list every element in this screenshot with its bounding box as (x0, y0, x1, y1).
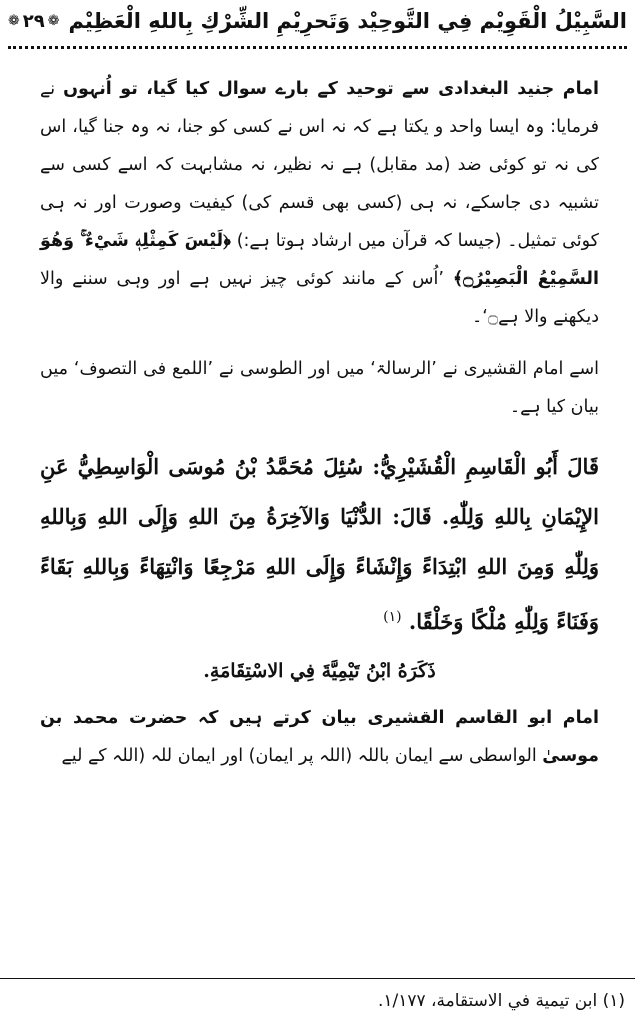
paragraph-text: الواسطی سے ایمان باللہ (اللہ پر ایمان) اور ایمان للہ (اللہ کے لیے (61, 746, 537, 766)
running-title: السَّبِيْلُ الْقَوِيْم فِي التَّوحِيْد وَتَحرِيْمِ الشِّرْكِ بِاللهِ الْعَظِيْم (68, 9, 627, 33)
quran-verse: ﴿لَيْسَ كَمِثْلِهٖ شَيْءٌ ۚ وَهُوَ السَّمِيْعُ الْبَصِيْرُ۝﴾ (40, 231, 599, 289)
verse-translation: ’اُس کے مانند کوئی چیز نہیں ہے اور وہی سننے والا دیکھنے والا ہے۝‘۔ (40, 269, 599, 327)
page-number-value: ٢٩ (22, 10, 45, 32)
footnote-rule (0, 978, 635, 979)
page-body (40, 70, 599, 775)
arabic-quotation (40, 442, 599, 647)
paragraph-text: نے فرمایا: وہ ایسا واحد و یکتا ہے کہ نہ اس نے کسی کو جنا، نہ وہ جنا گیا، اس کی نہ تو کوئی ضد (مد مقابل) ہے نہ نظیر، نہ مشابہت کہ اسے کسی سے تشبیہ دی جاسکے، نہ ہی (کسی بھی قسم کی) کیفیت وصورت اور نہ ہی کوئی تمثیل۔ (جیسا کہ قرآن میں ارشاد ہوتا ہے:) (40, 79, 599, 251)
paragraph-lead: امام جنید البغدادی سے توحید کے بارے سوال کیا گیا، تو اُنہوں (63, 79, 599, 99)
paragraph-lead: امام ابو القاسم القشیری بیان کرتے ہیں کہ حضرت محمد بن موسیٰ (40, 708, 599, 766)
footnote-marker: (١) (383, 609, 402, 625)
header-dotted-rule (8, 46, 627, 49)
page-header (8, 4, 627, 38)
page-number (8, 11, 59, 32)
paragraph-sources: اسے امام القشیری نے ’الرسالۃ‘ میں اور الطوسی نے ’اللمع فی التصوف‘ میں بیان کیا ہے۔ (40, 359, 599, 417)
ornament-left-icon: ❁ (8, 13, 20, 29)
arabic-text: قَالَ أَبُو الْقَاسِمِ الْقُشَيْرِيُّ: سُئِلَ مُحَمَّدُ بْنُ مُوسَى الْوَاسِطِيُّ عَنِ الإِيْمَانِ بِاللهِ وَلِلّٰهِ. قَالَ: الدُّنْيَا وَالآخِرَةُ مِنَ اللهِ وَإِلَى اللهِ وَبِاللهِ وَلِلّٰهِ وَمِنَ اللهِ ابْتِدَاءً وَإِنْشَاءً وَإِلَى اللهِ مَرْجِعًا وَانْتِهَاءً وَبِاللهِ بَقَاءً وَفَنَاءً وَلِلّٰهِ مُلْكًا وَخَلْقًا. (40, 454, 599, 634)
ornament-right-icon: ❁ (47, 13, 60, 29)
footnote: (١) ابن تيمية في الاستقامة، ١/١٧٧. (377, 991, 625, 1011)
attribution-line: ذَكَرَهُ ابْنُ تَيْمِيَّةَ فِي الاسْتِقَامَةِ. (203, 660, 436, 682)
paragraph-junaid (40, 70, 599, 336)
paragraph-translation (40, 699, 599, 775)
